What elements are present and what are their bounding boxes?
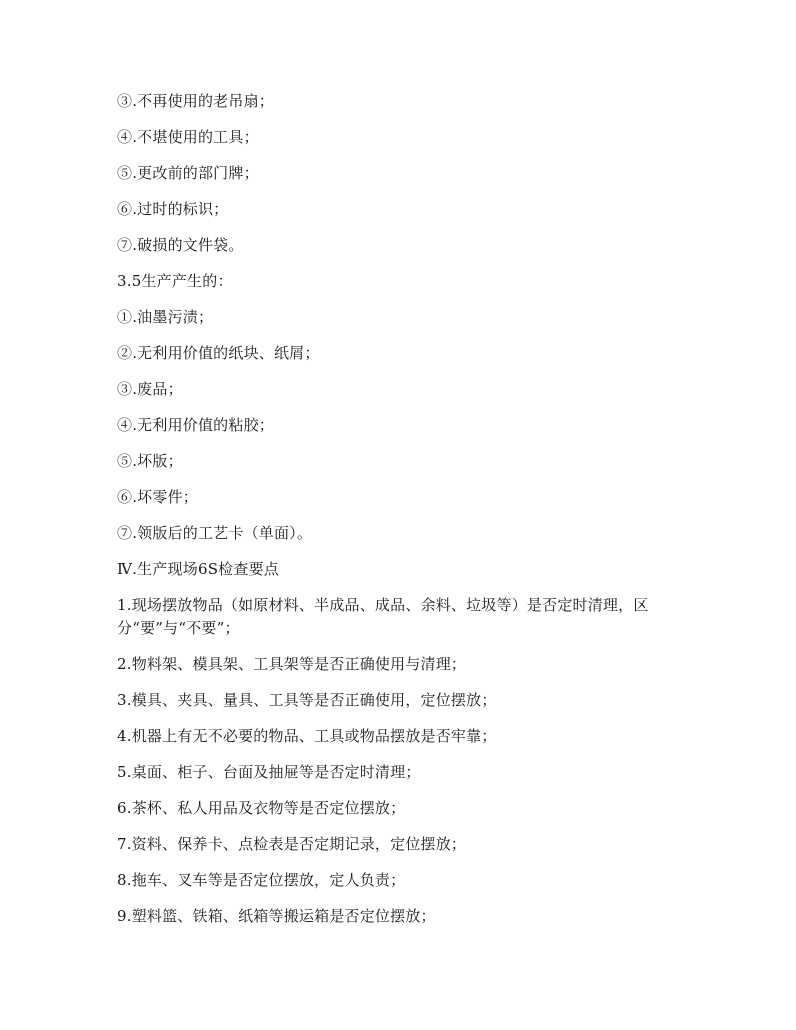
list-item: ⑤.更改前的部门牌； [117, 164, 259, 182]
list-item: ②.无利用价值的纸块、纸屑； [117, 344, 320, 362]
list-item: ⑤.坏版； [117, 452, 183, 470]
list-item: 7.资料、保养卡、点检表是否定期记录，定位摆放； [117, 835, 467, 853]
list-item: 9.塑料篮、铁箱、纸箱等搬运箱是否定位摆放； [117, 907, 436, 925]
section-heading: Ⅳ.生产现场6S检查要点 [117, 560, 279, 578]
list-item: ④.不堪使用的工具； [117, 128, 259, 146]
list-item: 5.桌面、柜子、台面及抽屉等是否定时清理； [117, 763, 421, 781]
list-item: 3.模具、夹具、量具、工具等是否正确使用，定位摆放； [117, 691, 497, 709]
list-item: ①.油墨污渍； [117, 308, 214, 326]
list-item: 8.拖车、叉车等是否定位摆放，定人负责； [117, 871, 406, 889]
list-item: 1.现场摆放物品（如原材料、半成品、成品、余料、垃圾等）是否定时清理，区分“要”与“不要”； [117, 596, 649, 637]
list-item: 2.物料架、模具架、工具架等是否正确使用与清理； [117, 655, 467, 673]
document-body [117, 90, 689, 941]
list-item: ⑥.过时的标识； [117, 200, 229, 218]
list-item: ③.不再使用的老吊扇； [117, 92, 274, 110]
list-item: ⑥.坏零件； [117, 488, 198, 506]
list-item: ⑦.破损的文件袋。 [117, 236, 244, 254]
list-item: 6.茶杯、私人用品及衣物等是否定位摆放； [117, 799, 406, 817]
list-item: ⑦.领版后的工艺卡（单面）。 [117, 524, 313, 542]
list-item: 4.机器上有无不必要的物品、工具或物品摆放是否牢靠； [117, 727, 497, 745]
list-item: ③.废品； [117, 380, 183, 398]
section-heading: 3.5生产产生的： [117, 272, 233, 290]
list-item: ④.无利用价值的粘胶； [117, 416, 274, 434]
